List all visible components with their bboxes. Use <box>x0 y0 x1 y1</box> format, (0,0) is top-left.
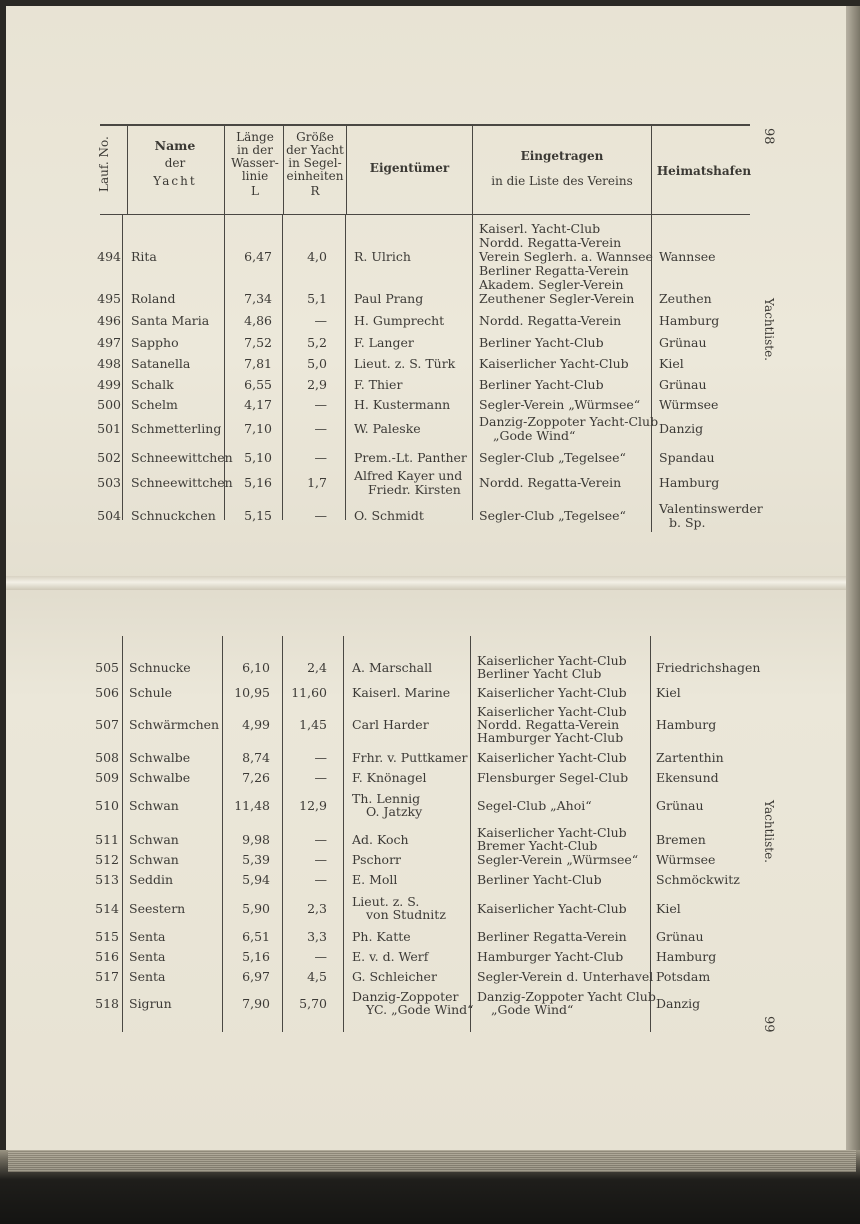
entry-number: 506 <box>95 685 119 700</box>
owner: Frhr. v. Puttkamer <box>352 750 468 765</box>
yacht-name: Santa Maria <box>131 313 210 328</box>
entry-number: 510 <box>95 797 119 813</box>
home-port: Kiel <box>656 900 681 916</box>
sail-units: 2,4 <box>307 659 327 675</box>
waterline-length: 10,95 <box>234 685 270 700</box>
club: Kaiserlicher Yacht-Club <box>477 704 627 719</box>
owner: Paul Prang <box>354 291 424 306</box>
header-name: Name der Yacht <box>153 138 197 188</box>
yacht-name: Sappho <box>131 335 179 350</box>
entry-number: 503 <box>97 475 121 490</box>
page-number-top: 98 <box>761 128 776 145</box>
header-laenge: Länge in der Wasser- linie L <box>231 130 279 198</box>
sail-units: — <box>314 831 327 847</box>
waterline-length: 7,90 <box>242 995 270 1011</box>
yacht-name: Schnuckchen <box>131 508 216 523</box>
entry-number: 495 <box>97 291 121 306</box>
club: Akadem. Segler-Verein <box>479 277 624 292</box>
yacht-name: Schnucke <box>129 659 191 675</box>
owner: O. Jatzky <box>366 804 423 819</box>
owner: F. Thier <box>354 377 403 392</box>
home-port: Spandau <box>659 450 715 465</box>
club: Danzig-Zoppoter Yacht-Club <box>479 414 659 429</box>
side-label-top: Yachtliste. <box>762 298 776 361</box>
club: Segler-Club „Tegelsee“ <box>479 450 626 465</box>
entry-number: 511 <box>95 831 119 847</box>
home-port: Grünau <box>656 797 704 813</box>
yacht-name: Senta <box>129 949 166 964</box>
owner: Ph. Katte <box>352 929 411 944</box>
club: Segler-Verein „Würmsee“ <box>477 852 639 867</box>
home-port: Kiel <box>659 356 684 371</box>
owner: Danzig-Zoppoter <box>352 989 459 1004</box>
owner: Lieut. z. S. <box>352 894 420 909</box>
owner: E. Moll <box>352 872 398 887</box>
yacht-name: Satanella <box>131 356 191 371</box>
sail-units: 4,5 <box>307 969 327 984</box>
home-port: Schmöckwitz <box>656 872 740 887</box>
entry-number: 499 <box>97 377 121 392</box>
club: Danzig-Zoppoter Yacht Club <box>477 989 656 1004</box>
entry-number: 505 <box>95 659 119 675</box>
club: „Gode Wind“ <box>493 428 576 443</box>
waterline-length: 7,34 <box>244 291 272 306</box>
yacht-name: Schwalbe <box>129 750 191 765</box>
owner: Kaiserl. Marine <box>352 685 451 700</box>
club: Segler-Verein „Würmsee“ <box>479 397 641 412</box>
owner: F. Langer <box>354 335 414 350</box>
yacht-name: Sigrun <box>129 995 172 1011</box>
side-label-bottom: Yachtliste. <box>762 800 776 863</box>
owner: H. Gumprecht <box>354 313 445 328</box>
waterline-length: 6,97 <box>242 969 270 984</box>
sail-units: 3,3 <box>307 929 327 944</box>
entry-number: 513 <box>95 872 119 887</box>
club: Segler-Verein d. Unterhavel <box>477 969 654 984</box>
owner: G. Schleicher <box>352 969 437 984</box>
entry-number: 494 <box>97 249 121 264</box>
sail-units: — <box>314 450 327 465</box>
sail-units: 5,0 <box>307 356 327 371</box>
waterline-length: 7,10 <box>244 421 272 436</box>
sail-units: — <box>314 421 327 436</box>
entry-number: 498 <box>97 356 121 371</box>
club: Nordd. Regatta-Verein <box>477 717 620 732</box>
entry-number: 515 <box>95 929 119 944</box>
yacht-name: Schelm <box>131 397 178 412</box>
yacht-name: Schneewittchen <box>131 450 233 465</box>
yacht-name: Seestern <box>129 900 186 916</box>
entry-number: 496 <box>97 313 121 328</box>
home-port: Valentinswerder <box>659 501 763 516</box>
waterline-length: 5,16 <box>244 475 272 490</box>
header-groesse: Größe der Yacht in Segel- einheiten R <box>286 130 344 198</box>
owner: O. Schmidt <box>354 508 424 523</box>
owner: F. Knönagel <box>352 770 427 785</box>
entry-number: 500 <box>97 397 121 412</box>
club: „Gode Wind“ <box>491 1002 574 1017</box>
entry-number: 512 <box>95 852 119 867</box>
home-port: Zeuthen <box>659 291 712 306</box>
entry-number: 502 <box>97 450 121 465</box>
sail-units: 11,60 <box>291 685 327 700</box>
home-port: Grünau <box>656 929 704 944</box>
home-port: Grünau <box>659 335 707 350</box>
owner: E. v. d. Werf <box>352 949 429 964</box>
club: Berliner Yacht-Club <box>477 872 602 887</box>
club: Kaiserlicher Yacht-Club <box>477 900 627 916</box>
sail-units: 5,1 <box>307 291 327 306</box>
owner: R. Ulrich <box>354 249 411 264</box>
club: Hamburger Yacht-Club <box>477 949 624 964</box>
club: Berliner Regatta-Verein <box>477 929 627 944</box>
club: Berliner Yacht-Club <box>479 335 604 350</box>
sail-units: — <box>314 313 327 328</box>
club: Hamburger Yacht-Club <box>477 730 624 745</box>
yacht-name: Senta <box>129 969 166 984</box>
yacht-name: Schwan <box>129 831 179 847</box>
club: Nordd. Regatta-Verein <box>479 313 622 328</box>
waterline-length: 9,98 <box>242 831 270 847</box>
home-port: Bremen <box>656 831 706 847</box>
club: Zeuthener Segler-Verein <box>479 291 635 306</box>
owner: Prem.-Lt. Panther <box>354 450 467 465</box>
page-edge-bottom <box>846 584 860 1150</box>
owner: Th. Lennig <box>352 791 421 806</box>
header-eingetragen: Eingetragen in die Liste des Vereins <box>491 149 633 188</box>
home-port: Hamburg <box>659 313 720 328</box>
home-port: Friedrichshagen <box>656 659 761 675</box>
sail-units: — <box>314 508 327 523</box>
waterline-length: 4,86 <box>244 313 272 328</box>
sail-units: — <box>314 949 327 964</box>
owner: YC. „Gode Wind“ <box>366 1002 474 1017</box>
book-gutter <box>6 576 848 590</box>
waterline-length: 6,10 <box>242 659 270 675</box>
club: Berliner Yacht-Club <box>479 377 604 392</box>
sail-units: 1,7 <box>307 475 327 490</box>
book-page-stack <box>8 1150 856 1172</box>
header-eigentuemer: Eigentümer <box>369 161 450 175</box>
sail-units: 1,45 <box>299 717 327 732</box>
sail-units: 4,0 <box>307 249 327 264</box>
home-port: Kiel <box>656 685 681 700</box>
yacht-name: Schmetterling <box>131 421 222 436</box>
yacht-name: Schwan <box>129 852 179 867</box>
home-port: Danzig <box>656 995 701 1011</box>
waterline-length: 4,99 <box>242 717 270 732</box>
yacht-name: Senta <box>129 929 166 944</box>
waterline-length: 5,15 <box>244 508 272 523</box>
owner: von Studnitz <box>366 907 446 922</box>
waterline-length: 5,10 <box>244 450 272 465</box>
yacht-name: Schalk <box>131 377 174 392</box>
club: Berliner Regatta-Verein <box>479 263 629 278</box>
owner: Carl Harder <box>352 717 429 732</box>
sail-units: — <box>314 397 327 412</box>
entry-number: 514 <box>95 900 119 916</box>
waterline-length: 7,52 <box>244 335 272 350</box>
club: Verein Seglerh. a. Wannsee <box>479 249 653 264</box>
waterline-length: 6,47 <box>244 249 272 264</box>
club: Segler-Club „Tegelsee“ <box>479 508 626 523</box>
sail-units: 5,70 <box>299 995 327 1011</box>
header-lauf-no: Lauf. No. <box>97 136 111 192</box>
club: Kaiserl. Yacht-Club <box>479 221 601 236</box>
waterline-length: 11,48 <box>234 797 270 813</box>
yacht-name: Schwan <box>129 797 179 813</box>
page-number-bottom: 99 <box>761 1016 776 1033</box>
sail-units: — <box>314 852 327 867</box>
club: Berliner Yacht Club <box>477 666 602 681</box>
owner: Lieut. z. S. Türk <box>354 356 456 371</box>
entry-number: 497 <box>97 335 121 350</box>
header-heimatshafen: Heimatshafen <box>656 164 752 178</box>
sail-units: — <box>314 872 327 887</box>
home-port: Grünau <box>659 377 707 392</box>
entry-number: 507 <box>95 717 119 732</box>
home-port: b. Sp. <box>669 515 706 530</box>
entry-number: 509 <box>95 770 119 785</box>
waterline-length: 6,55 <box>244 377 272 392</box>
club: Kaiserlicher Yacht-Club <box>477 825 627 840</box>
header-bottom-rule <box>100 214 750 215</box>
entry-number: 501 <box>97 421 121 436</box>
yacht-name: Schneewittchen <box>131 475 233 490</box>
sail-units: 12,9 <box>299 797 327 813</box>
sail-units: 5,2 <box>307 335 327 350</box>
home-port: Potsdam <box>656 969 711 984</box>
waterline-length: 5,39 <box>242 852 270 867</box>
club: Kaiserlicher Yacht-Club <box>477 653 627 668</box>
entry-number: 517 <box>95 969 119 984</box>
waterline-length: 5,94 <box>242 872 270 887</box>
club: Kaiserlicher Yacht-Club <box>479 356 629 371</box>
sail-units: 2,9 <box>307 377 327 392</box>
waterline-length: 5,90 <box>242 900 270 916</box>
home-port: Würmsee <box>659 397 719 412</box>
yacht-name: Schule <box>129 685 173 700</box>
home-port: Hamburg <box>659 475 720 490</box>
owner: H. Kustermann <box>354 397 451 412</box>
entry-number: 504 <box>97 508 121 523</box>
yacht-name: Schwärmchen <box>129 717 220 732</box>
page-edge-top <box>846 6 860 584</box>
club: Bremer Yacht-Club <box>477 838 598 853</box>
entry-number: 516 <box>95 949 119 964</box>
yacht-name: Schwalbe <box>129 770 191 785</box>
waterline-length: 4,17 <box>244 397 272 412</box>
owner: Alfred Kayer und <box>354 468 463 483</box>
home-port: Ekensund <box>656 770 719 785</box>
club: Nordd. Regatta-Verein <box>479 235 622 250</box>
sail-units: — <box>314 750 327 765</box>
yacht-name: Seddin <box>129 872 174 887</box>
owner: W. Paleske <box>354 421 421 436</box>
waterline-length: 6,51 <box>242 929 270 944</box>
home-port: Hamburg <box>656 717 717 732</box>
home-port: Zartenthin <box>656 750 724 765</box>
owner: A. Marschall <box>352 659 433 675</box>
home-port: Hamburg <box>656 949 717 964</box>
club: Segel-Club „Ahoi“ <box>477 797 592 813</box>
waterline-length: 7,26 <box>242 770 270 785</box>
club: Flensburger Segel-Club <box>477 770 629 785</box>
club: Kaiserlicher Yacht-Club <box>477 750 627 765</box>
yacht-name: Roland <box>131 291 176 306</box>
owner: Ad. Koch <box>352 831 409 847</box>
entry-number: 508 <box>95 750 119 765</box>
sail-units: 2,3 <box>307 900 327 916</box>
entry-number: 518 <box>95 995 119 1011</box>
home-port: Würmsee <box>656 852 716 867</box>
club: Kaiserlicher Yacht-Club <box>477 685 627 700</box>
club: Nordd. Regatta-Verein <box>479 475 622 490</box>
waterline-length: 5,16 <box>242 949 270 964</box>
yacht-name: Rita <box>131 249 157 264</box>
owner: Friedr. Kirsten <box>368 482 461 497</box>
waterline-length: 7,81 <box>244 356 272 371</box>
header-top-rule <box>100 124 750 126</box>
waterline-length: 8,74 <box>242 750 270 765</box>
home-port: Danzig <box>659 421 704 436</box>
home-port: Wannsee <box>659 249 716 264</box>
owner: Pschorr <box>352 852 402 867</box>
sail-units: — <box>314 770 327 785</box>
